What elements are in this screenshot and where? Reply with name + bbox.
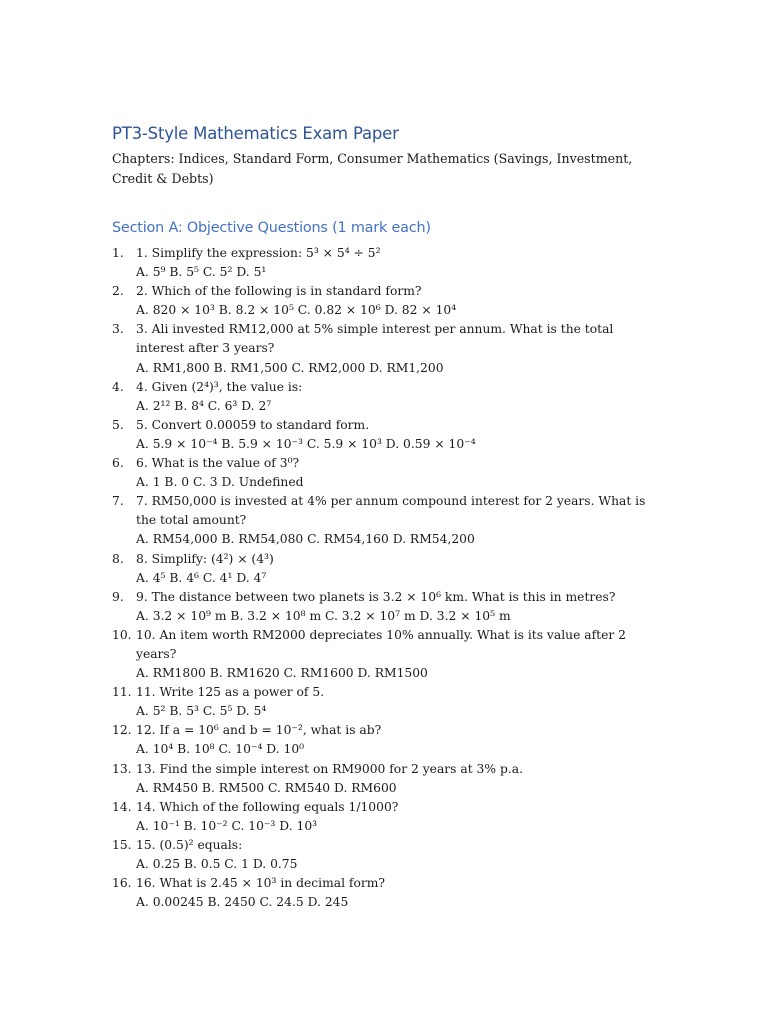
answer-options: A. RM54,000 B. RM54,080 C. RM54,160 D. RM54,200 (136, 532, 475, 547)
question-number: 6. (112, 456, 124, 471)
question-number: 3. (112, 322, 124, 337)
question-list (112, 244, 652, 912)
question-number: 15. (112, 837, 132, 852)
question-text: 2. Which of the following is in standard form? (136, 284, 422, 299)
answer-options: A. RM450 B. RM500 C. RM540 D. RM600 (136, 780, 397, 795)
question-text: 12. If a = 10⁶ and b = 10⁻², what is ab? (136, 723, 382, 738)
answer-options: A. 5.9 × 10⁻⁴ B. 5.9 × 10⁻³ C. 5.9 × 10³ D. 0.59 × 10⁻⁴ (136, 436, 476, 451)
question-item (112, 492, 652, 549)
answer-options: A. 5⁹ B. 5⁵ C. 5² D. 5¹ (136, 265, 267, 280)
question-item (112, 798, 652, 836)
question-number: 4. (112, 379, 124, 394)
question-number: 9. (112, 589, 124, 604)
question-number: 11. (112, 685, 132, 700)
question-item (112, 588, 652, 626)
answer-options: A. 10⁻¹ B. 10⁻² C. 10⁻³ D. 10³ (136, 818, 318, 833)
question-text: 14. Which of the following equals 1/1000? (136, 799, 399, 814)
question-text: 10. An item worth RM2000 depreciates 10% annually. What is its value after 2 years? (136, 627, 626, 661)
question-item (112, 683, 652, 721)
question-item (112, 244, 652, 282)
question-text: 15. (0.5)² equals: (136, 837, 243, 852)
answer-options: A. 5² B. 5³ C. 5⁵ D. 5⁴ (136, 704, 267, 719)
question-text: 11. Write 125 as a power of 5. (136, 685, 325, 700)
question-item (112, 454, 652, 492)
document-title: PT3-Style Mathematics Exam Paper (112, 124, 399, 143)
question-item (112, 416, 652, 454)
question-text: 8. Simplify: (4²) × (4³) (136, 551, 274, 566)
question-text: 4. Given (2⁴)³, the value is: (136, 379, 303, 394)
question-number: 1. (112, 246, 124, 260)
answer-options: A. 4⁵ B. 4⁶ C. 4¹ D. 4⁷ (136, 570, 267, 585)
question-number: 7. (112, 494, 124, 509)
question-text: 13. Find the simple interest on RM9000 for 2 years at 3% p.a. (136, 761, 523, 776)
question-number: 12. (112, 723, 132, 738)
question-item (112, 550, 652, 588)
question-item (112, 626, 652, 683)
question-text: 3. Ali invested RM12,000 at 5% simple interest per annum. What is the total interest after 3 years? (136, 322, 614, 356)
question-text: 1. Simplify the expression: 5³ × 5⁴ ÷ 5² (136, 246, 381, 260)
question-number: 8. (112, 551, 124, 566)
document-subtitle: Chapters: Indices, Standard Form, Consumer Mathematics (Savings, Investment, Credit & Debts) (112, 151, 633, 186)
question-number: 2. (112, 284, 124, 299)
question-item (112, 760, 652, 798)
question-number: 14. (112, 799, 132, 814)
question-number: 10. (112, 627, 132, 642)
question-item (112, 282, 652, 320)
question-item (112, 320, 652, 377)
question-number: 16. (112, 876, 132, 891)
question-item (112, 378, 652, 416)
question-item (112, 874, 652, 912)
question-text: 7. RM50,000 is invested at 4% per annum compound interest for 2 years. What is the total amount? (136, 494, 646, 528)
question-text: 16. What is 2.45 × 10³ in decimal form? (136, 876, 385, 891)
question-item (112, 721, 652, 759)
answer-options: A. 2¹² B. 8⁴ C. 6³ D. 2⁷ (136, 398, 272, 413)
question-text: 6. What is the value of 3⁰? (136, 456, 300, 471)
question-number: 13. (112, 761, 132, 776)
question-text: 5. Convert 0.00059 to standard form. (136, 417, 370, 432)
answer-options: A. 820 × 10³ B. 8.2 × 10⁵ C. 0.82 × 10⁶ D. 82 × 10⁴ (136, 303, 457, 318)
answer-options: A. 1 B. 0 C. 3 D. Undefined (136, 475, 304, 490)
answer-options: A. 3.2 × 10⁹ m B. 3.2 × 10⁸ m C. 3.2 × 10⁷ m D. 3.2 × 10⁵ m (136, 608, 511, 623)
section-a-heading: Section A: Objective Questions (1 mark each) (112, 220, 431, 236)
answer-options: A. 0.25 B. 0.5 C. 1 D. 0.75 (136, 857, 298, 871)
question-number: 5. (112, 417, 124, 432)
answer-options: A. RM1800 B. RM1620 C. RM1600 D. RM1500 (136, 666, 428, 681)
answer-options: A. 10⁴ B. 10⁸ C. 10⁻⁴ D. 10⁰ (136, 742, 305, 757)
answer-options: A. 0.00245 B. 2450 C. 24.5 D. 245 (136, 895, 349, 910)
question-text: 9. The distance between two planets is 3.2 × 10⁶ km. What is this in metres? (136, 589, 616, 604)
question-item (112, 836, 652, 874)
answer-options: A. RM1,800 B. RM1,500 C. RM2,000 D. RM1,200 (136, 360, 444, 375)
